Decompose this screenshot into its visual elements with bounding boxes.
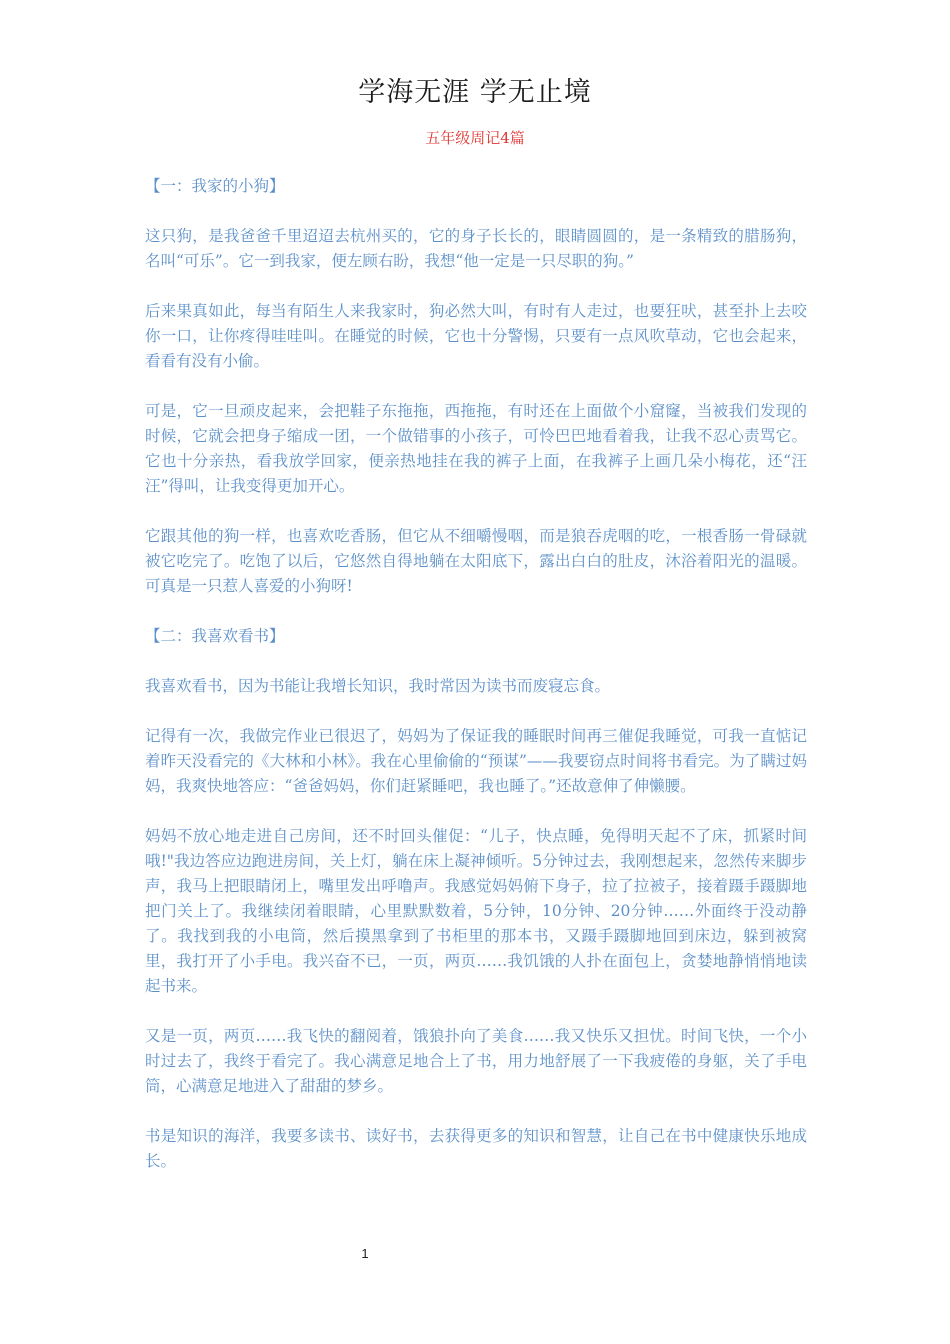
section-heading: 【一：我家的小狗】 xyxy=(145,177,285,195)
document-body xyxy=(145,174,807,1199)
section-heading: 【二：我喜欢看书】 xyxy=(145,627,285,645)
page-number: 1 xyxy=(361,1246,369,1261)
paragraph: 书是知识的海洋，我要多读书、读好书，去获得更多的知识和智慧，让自己在书中健康快乐地成长。 xyxy=(145,1127,807,1170)
paragraph: 我喜欢看书，因为书能让我增长知识，我时常因为读书而废寝忘食。 xyxy=(145,677,611,695)
page-title: 学海无涯 学无止境 xyxy=(358,77,592,108)
document-subtitle: 五年级周记4篇 xyxy=(425,129,525,147)
paragraph: 妈妈不放心地走进自己房间，还不时回头催促：“儿子，快点睡，免得明天起不了床，抓紧时间哦!"我边答应边跑进房间，关上灯，躺在床上凝神倾听。5分钟过去，我刚想起来，忽然传来脚步声，我马上把眼睛闭上，嘴里发出呼噜声。我感觉妈妈俯下身子，拉了拉被子，接着蹑手蹑脚地把门关上了。我继续闭着眼睛，心里默默数着，5分钟，10分钟、20分钟……外面终于没动静了。我找到我的小电筒，然后摸黑拿到了书柜里的那本书，又蹑手蹑脚地回到床边，躲到被窝里，我打开了小手电。我兴奋不已，一页，两页……我饥饿的人扑在面包上，贪婪地静悄悄地读起书来。 xyxy=(145,827,807,995)
paragraph: 又是一页，两页……我飞快的翻阅着，饿狼扑向了美食……我又快乐又担忧。时间飞快，一个小时过去了，我终于看完了。我心满意足地合上了书，用力地舒展了一下我疲倦的身躯，关了手电筒，心满意足地进入了甜甜的梦乡。 xyxy=(145,1027,807,1095)
paragraph: 可是，它一旦顽皮起来，会把鞋子东拖拖，西拖拖，有时还在上面做个小窟窿，当被我们发现的时候，它就会把身子缩成一团，一个做错事的小孩子，可怜巴巴地看着我，让我不忍心责骂它。它也十分亲热，看我放学回家，便亲热地挂在我的裤子上面，在我裤子上画几朵小梅花，还“汪汪”得叫，让我变得更加开心。 xyxy=(145,402,807,495)
paragraph: 它跟其他的狗一样，也喜欢吃香肠，但它从不细嚼慢咽，而是狼吞虎咽的吃，一根香肠一骨碌就被它吃完了。吃饱了以后，它悠然自得地躺在太阳底下，露出白白的肚皮，沐浴着阳光的温暖。可真是一只惹人喜爱的小狗呀! xyxy=(145,527,807,595)
paragraph: 记得有一次，我做完作业已很迟了，妈妈为了保证我的睡眠时间再三催促我睡觉，可我一直惦记着昨天没看完的《大林和小林》。我在心里偷偷的“预谋”——我要窃点时间将书看完。为了瞒过妈妈，我爽快地答应：“爸爸妈妈，你们赶紧睡吧，我也睡了。”还故意伸了伸懒腰。 xyxy=(145,727,807,795)
paragraph: 后来果真如此，每当有陌生人来我家时，狗必然大叫，有时有人走过，也要狂吠，甚至扑上去咬你一口，让你疼得哇哇叫。在睡觉的时候，它也十分警惕，只要有一点风吹草动，它也会起来，看看有没有小偷。 xyxy=(145,302,807,370)
paragraph: 这只狗，是我爸爸千里迢迢去杭州买的，它的身子长长的，眼睛圆圆的，是一条精致的腊肠狗，名叫“可乐”。它一到我家，便左顾右盼，我想“他一定是一只尽职的狗。” xyxy=(145,227,807,270)
